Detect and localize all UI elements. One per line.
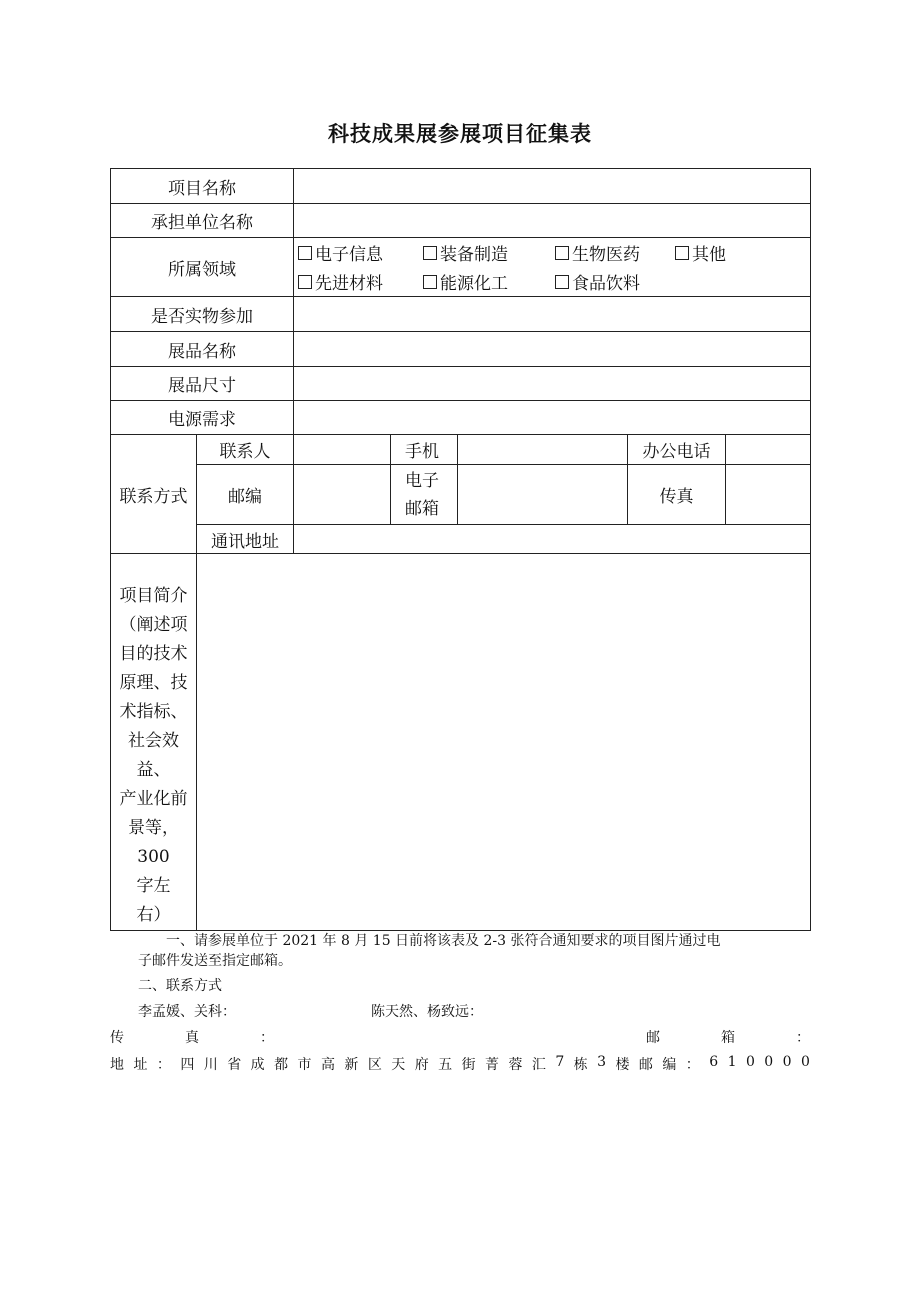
exhibit-size-input[interactable] <box>294 367 811 401</box>
address-char: 市 <box>297 1057 312 1073</box>
address-char: ： <box>156 1057 171 1073</box>
address-char: 0 <box>801 1054 810 1070</box>
address-char: 街 <box>461 1057 476 1073</box>
checkbox-icon <box>298 246 312 260</box>
contact-info-label: 联系方式 <box>111 435 197 554</box>
contact-person-label: 联系人 <box>197 435 294 465</box>
mail-char: 箱 <box>721 1030 735 1046</box>
note-contact-heading: 二、联系方式 <box>138 978 222 994</box>
email-label: 电子 邮箱 <box>391 465 458 525</box>
address-input[interactable] <box>294 525 811 554</box>
mail-char: 邮 <box>646 1030 660 1046</box>
intro-label-line: 字左 <box>136 876 171 896</box>
field-options-row-1 <box>294 238 810 267</box>
field-options-row-2 <box>294 267 810 296</box>
postcode-label: 邮编 <box>197 465 294 525</box>
exhibit-name-label: 展品名称 <box>111 332 294 367</box>
address-label: 通讯地址 <box>197 525 294 554</box>
application-form-table <box>110 168 811 931</box>
intro-label-line: 产业化前 <box>119 789 188 809</box>
note-deadline: 一、请参展单位于 2021 年 8 月 15 日前将该表及 2-3 张符合通知要求的项目图片通过电 <box>166 933 721 949</box>
option-electronic-info[interactable]: 电子信息 <box>298 240 423 265</box>
fax-char: 传 <box>110 1030 124 1046</box>
address-char: 成 <box>250 1057 265 1073</box>
fax-label: 传真 <box>628 465 726 525</box>
address-char: 新 <box>344 1057 359 1073</box>
address-char: 楼 <box>615 1057 630 1073</box>
contact-person-input[interactable] <box>294 435 391 465</box>
address-char: 菁 <box>485 1057 499 1073</box>
power-requirement-input[interactable] <box>294 401 811 435</box>
option-equipment-manufacturing[interactable]: 装备制造 <box>423 240 555 265</box>
address-char: 址 <box>133 1057 148 1073</box>
intro-label-line: 社会效 <box>128 731 179 751</box>
note-deadline-cont: 子邮件发送至指定邮箱。 <box>138 953 292 969</box>
option-other[interactable]: 其他 <box>675 240 726 265</box>
contact-names-a: 李孟媛、关科： <box>138 1004 236 1020</box>
power-requirement-label: 电源需求 <box>111 401 294 435</box>
physical-participation-input[interactable] <box>294 297 811 332</box>
form-title: 科技成果展参展项目征集表 <box>328 122 592 146</box>
line-gap <box>335 1027 585 1047</box>
checkbox-icon <box>555 275 569 289</box>
address-char: 天 <box>391 1057 406 1073</box>
field-options <box>294 238 811 297</box>
intro-label-line: （阐述项 <box>119 615 188 635</box>
mail-char: ： <box>796 1030 810 1046</box>
office-phone-input[interactable] <box>726 435 811 465</box>
address-char: 四 <box>180 1057 195 1073</box>
address-char: 3 <box>597 1054 607 1070</box>
intro-label-line: 目的技术 <box>119 644 188 664</box>
address-char: 0 <box>764 1054 774 1070</box>
intro-label-line: 原理、技 <box>119 673 188 693</box>
postcode-input[interactable] <box>294 465 391 525</box>
address-char: 编 <box>662 1057 677 1073</box>
address-char: 栋 <box>573 1057 588 1073</box>
address-char: 高 <box>320 1057 335 1073</box>
unit-name-label: 承担单位名称 <box>111 204 294 238</box>
address-char: 邮 <box>638 1057 653 1073</box>
fax-char: 真 <box>185 1030 199 1046</box>
field-label: 所属领域 <box>111 238 294 297</box>
checkbox-icon <box>555 246 569 260</box>
mobile-input[interactable] <box>458 435 628 465</box>
fax-email-line <box>110 1027 810 1047</box>
project-intro-input[interactable] <box>197 554 811 931</box>
option-energy-chemical[interactable]: 能源化工 <box>423 269 555 294</box>
checkbox-icon <box>675 246 689 260</box>
exhibit-size-label: 展品尺寸 <box>111 367 294 401</box>
fax-char: ： <box>260 1030 274 1046</box>
address-line <box>110 1054 810 1074</box>
unit-name-input[interactable] <box>294 204 811 238</box>
option-advanced-materials[interactable]: 先进材料 <box>298 269 423 294</box>
address-char: 汇 <box>531 1057 546 1073</box>
intro-label-line: 术指标、 <box>119 702 188 722</box>
fax-input[interactable] <box>726 465 811 525</box>
option-food-beverage[interactable]: 食品饮料 <box>555 269 640 294</box>
address-char: 1 <box>727 1054 737 1070</box>
project-name-input[interactable] <box>294 169 811 204</box>
project-intro-label <box>111 554 197 931</box>
address-char: 川 <box>203 1057 218 1073</box>
contact-names-b: 陈天然、杨致远： <box>371 1004 483 1020</box>
email-input[interactable] <box>458 465 628 525</box>
address-char: 6 <box>709 1054 719 1070</box>
checkbox-icon <box>423 246 437 260</box>
intro-label-line: 益、 <box>136 760 171 780</box>
intro-label-line: 景等，300 <box>128 818 179 867</box>
project-name-label: 项目名称 <box>111 169 294 204</box>
checkbox-icon <box>423 275 437 289</box>
intro-label-line: 项目简介 <box>119 586 188 606</box>
address-char: ： <box>685 1057 700 1073</box>
option-biomedicine[interactable]: 生物医药 <box>555 240 675 265</box>
address-char: 蓉 <box>508 1057 523 1073</box>
physical-participation-label: 是否实物参加 <box>111 297 294 332</box>
address-char: 区 <box>367 1057 382 1073</box>
address-char: 五 <box>438 1057 453 1073</box>
address-char: 省 <box>227 1057 242 1073</box>
address-char: 府 <box>414 1057 429 1073</box>
office-phone-label: 办公电话 <box>628 435 726 465</box>
mobile-label: 手机 <box>391 435 458 465</box>
exhibit-name-input[interactable] <box>294 332 811 367</box>
address-char: 0 <box>782 1054 792 1070</box>
address-char: 7 <box>555 1054 565 1070</box>
address-char: 0 <box>745 1054 755 1070</box>
intro-label-line: 右） <box>136 905 171 925</box>
checkbox-icon <box>298 275 312 289</box>
address-char: 都 <box>274 1057 289 1073</box>
address-char: 地 <box>110 1057 124 1073</box>
